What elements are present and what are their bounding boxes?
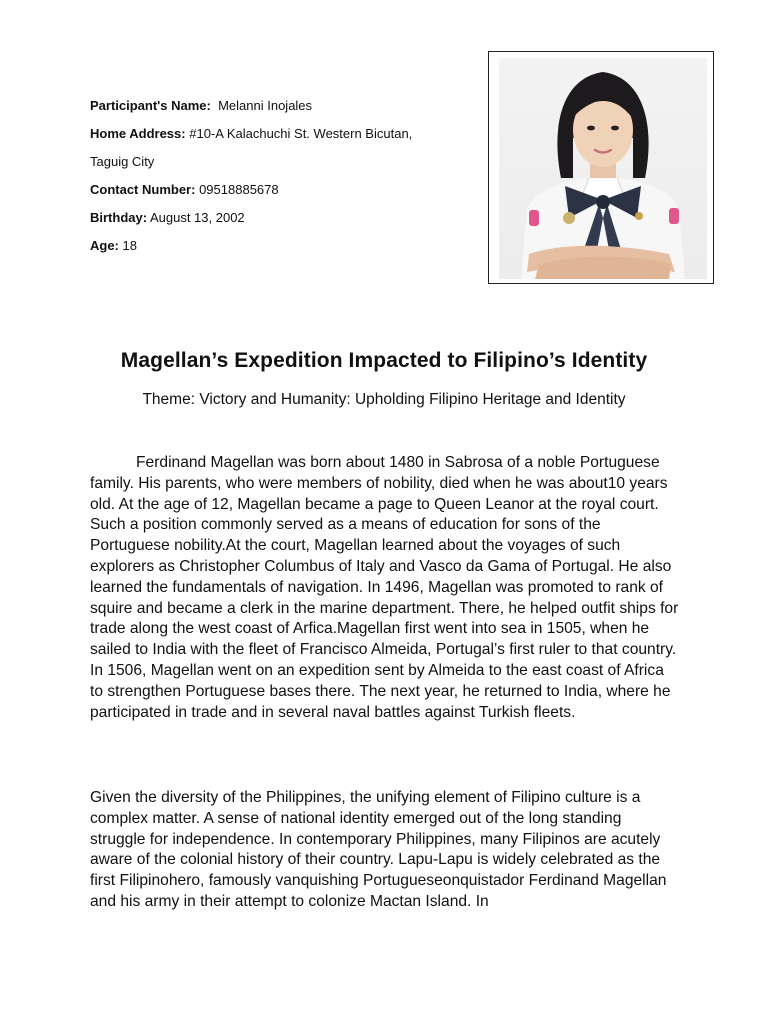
essay-title: Magellan’s Expedition Impacted to Filipino’s Identity <box>120 349 648 372</box>
essay-paragraph-2: Given the diversity of the Philippines, the unifying element of Filipino culture is a complex matter. A sense of national identity emerged out of the long standing struggle for independence. In contemporary Philippines, many Filipinos are acutely aware of the colonial history of their country. Lapu-Lapu is widely celebrated as the first Filipinohero, famously vanquishing Portugueseonquistador Ferdinand Magellan and his army in their attempt to colonize Mactan Island. In <box>90 789 667 910</box>
age-label: Age: <box>90 238 119 253</box>
participant-photo-frame <box>488 51 714 284</box>
birthday-label: Birthday: <box>90 210 148 225</box>
participant-info <box>90 92 412 260</box>
birthday-row <box>90 204 412 232</box>
age-value: 18 <box>122 238 137 253</box>
name-label: Participant's Name: <box>90 98 211 113</box>
address-row <box>90 120 412 148</box>
contact-label: Contact Number: <box>90 182 196 197</box>
participant-photo <box>499 58 707 279</box>
address-value-line2: Taguig City <box>90 154 155 169</box>
essay-theme: Theme: Victory and Humanity: Upholding Filipino Heritage and Identity <box>142 391 626 408</box>
portrait-illustration <box>499 58 707 279</box>
birthday-value: August 13, 2002 <box>149 210 245 225</box>
address-value-line1: #10-A Kalachuchi St. Western Bicutan, <box>189 126 413 141</box>
contact-value: 09518885678 <box>199 182 279 197</box>
age-row <box>90 232 412 260</box>
name-row <box>90 92 412 120</box>
essay-paragraph-1: Ferdinand Magellan was born about 1480 in Sabrosa of a noble Portuguese family. His parents, who were members of nobility, died when he was about10 years old. At the age of 12, Magellan became a page to Queen Leanor at the royal court. Such a position commonly served as a means of education for sons of the Portuguese nobility.At the court, Magellan learned about the voyages of such explorers as Christopher Columbus of Italy and Vasco da Gama of Portugal. He also learned the fundamentals of navigation. In 1496, Magellan was promoted to rank of squire and became a clerk in the marine department. There, he helped outfit ships for trade along the west coast of Arfica.Magellan first went into sea in 1505, when he sailed to India with the fleet of Francisco Almeida, Portugal’s first ruler to that country. In 1506, Magellan went on an expedition sent by Almeida to the east coast of Africa to strengthen Portuguese bases there. The next year, he returned to India, where he participated in trade and in several naval battles against Turkish fleets. <box>90 454 679 721</box>
address-row-continued <box>90 148 412 176</box>
name-value: Melanni Inojales <box>218 98 313 113</box>
contact-row <box>90 176 412 204</box>
address-label: Home Address: <box>90 126 186 141</box>
